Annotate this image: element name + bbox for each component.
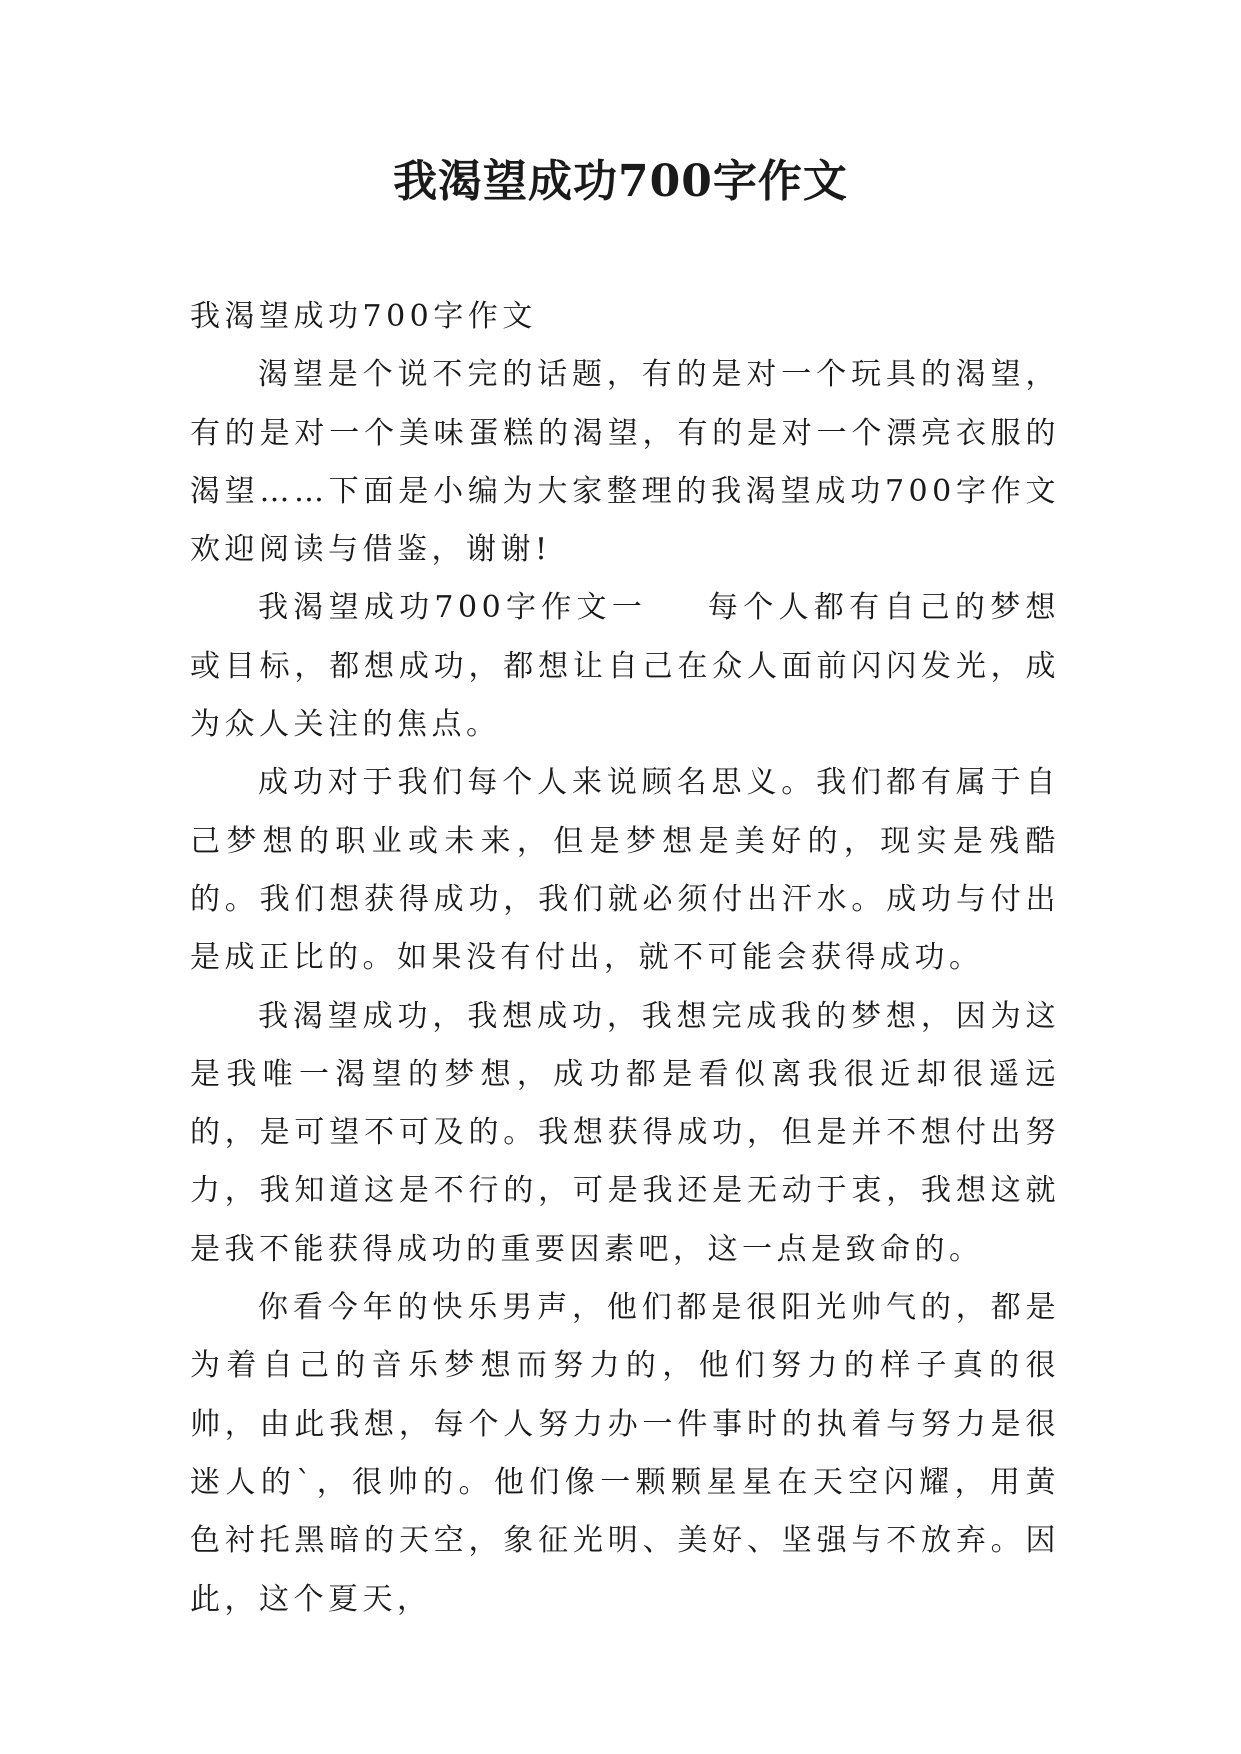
section-heading: 我渴望成功700字作文一 [258,590,648,626]
section-one-paragraph [190,579,1060,754]
document-body [190,288,1060,1629]
body-paragraph-1: 每个人都有自己的梦想或目标，都想成功，都想让自己在众人面前闪闪发光，成为众人关注的焦点。 [190,590,1061,743]
intro-paragraph: 渴望是个说不完的话题，有的是对一个玩具的渴望，有的是对一个美味蛋糕的渴望，有的是对一个漂亮衣服的渴望……下面是小编为大家整理的我渴望成功700字作文欢迎阅读与借鉴，谢谢! [190,357,1060,568]
document-title: 我渴望成功700字作文 [393,156,848,207]
body-paragraph-2: 成功对于我们每个人来说顾名思义。我们都有属于自己梦想的职业或未来，但是梦想是美好的，现实是残酷的。我们想获得成功，我们就必须付出汗水。成功与付出是成正比的。如果没有付出，就不可能会获得成功。 [190,765,1060,976]
body-paragraph-4: 你看今年的快乐男声，他们都是很阳光帅气的，都是为着自己的音乐梦想而努力的，他们努力的样子真的很帅，由此我想，每个人努力办一件事时的执着与努力是很迷人的`，很帅的。他们像一颗颗星星在天空闪耀，用黄色衬托黑暗的天空，象征光明、美好、坚强与不放弃。因此，这个夏天， [190,1290,1060,1617]
document-subtitle: 我渴望成功700字作文 [190,299,537,334]
body-paragraph-3: 我渴望成功，我想成功，我想完成我的梦想，因为这是我唯一渴望的梦想，成功都是看似离我很近却很遥远的，是可望不可及的。我想获得成功，但是并不想付出努力，我知道这是不行的，可是我还是无动于衷，我想这就是我不能获得成功的重要因素吧，这一点是致命的。 [190,998,1060,1267]
